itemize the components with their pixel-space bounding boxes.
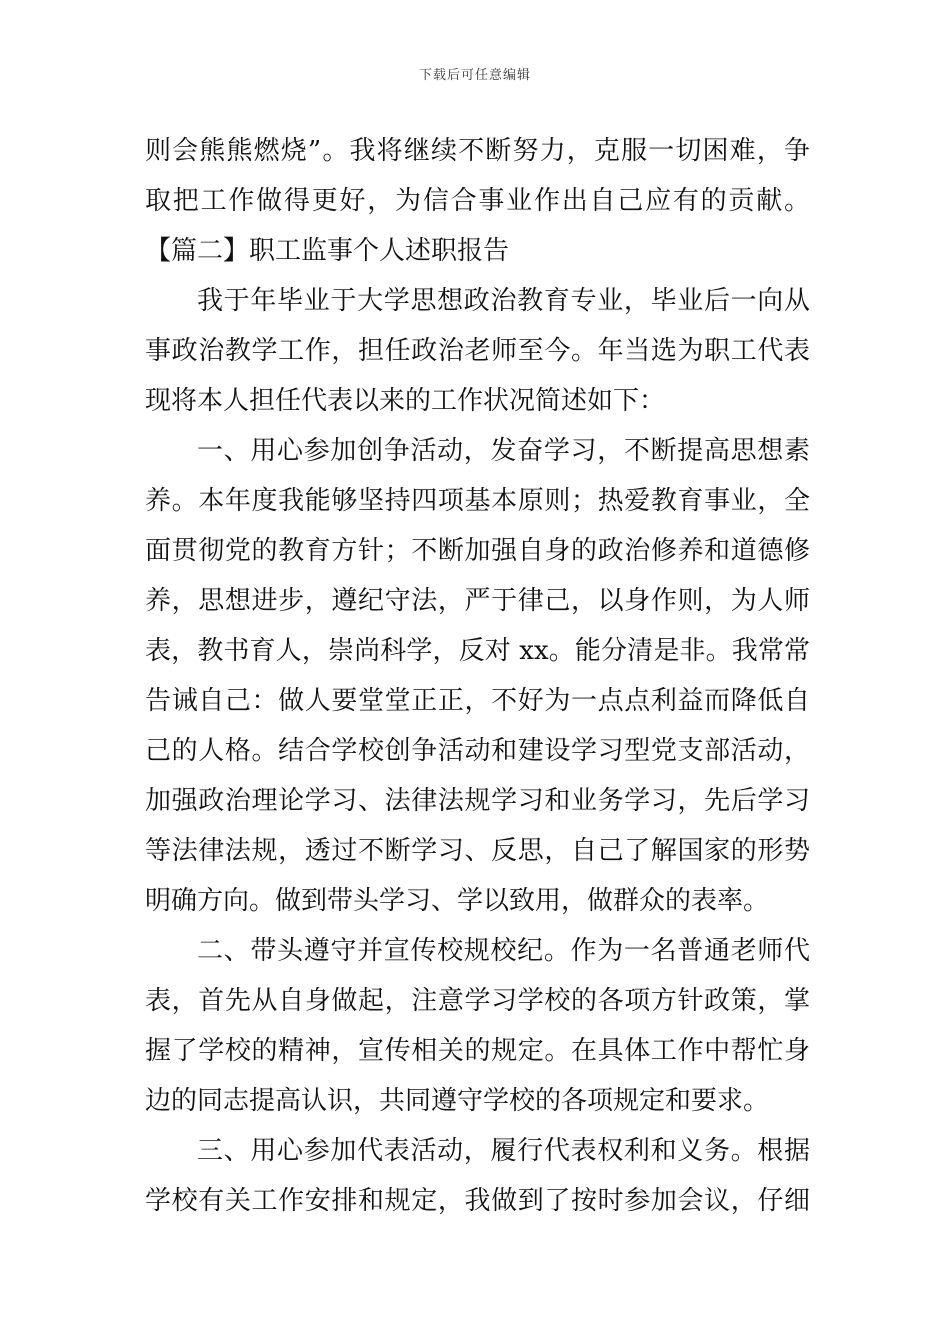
- page-header: 下载后可任意编辑: [418, 68, 531, 83]
- text-line: 学校有关工作安排和规定，我做到了按时参加会议，仔细: [145, 1186, 810, 1216]
- paragraph-first-line: 三、用心参加代表活动，履行代表权利和义务。根据: [197, 1136, 810, 1166]
- section-heading: 【篇二】职工监事个人述职报告: [145, 236, 510, 266]
- text-line: 表，首先从自身做起，注意学习学校的各项方针政策，掌: [145, 986, 810, 1016]
- paragraph-first-line: 二、带头遵守并宣传校规校纪。作为一名普通老师代: [197, 936, 810, 966]
- text-line: 握了学校的精神，宣传相关的规定。在具体工作中帮忙身: [145, 1036, 810, 1066]
- text-line: 养。本年度我能够坚持四项基本原则；热爱教育事业，全: [145, 486, 810, 516]
- text-line: 告诫自己：做人要堂堂正正，不好为一点点利益而降低自: [145, 686, 810, 716]
- text-line: 边的同志提高认识，共同遵守学校的各项规定和要求。: [145, 1086, 770, 1116]
- text-line: 则会熊熊燃烧”。我将继续不断努力，克服一切困难，争: [145, 136, 810, 166]
- text-line: 明确方向。做到带头学习、学以致用，做群众的表率。: [145, 886, 770, 916]
- paragraph-first-line: 我于年毕业于大学思想政治教育专业，毕业后一向从: [197, 286, 810, 316]
- text-line: 面贯彻党的教育方针；不断加强自身的政治修养和道德修: [145, 536, 810, 566]
- text-line: 现将本人担任代表以来的工作状况简述如下：: [145, 386, 666, 416]
- text-line: 事政治教学工作，担任政治老师至今。年当选为职工代表: [145, 336, 810, 366]
- paragraph-first-line: 一、用心参加创争活动，发奋学习，不断提高思想素: [197, 436, 810, 466]
- text-line: 表，教书育人，崇尚科学，反对 xx。能分清是非。我常常: [145, 636, 810, 666]
- text-line: 加强政治理论学习、法律法规学习和业务学习，先后学习: [145, 786, 810, 816]
- text-line: 等法律法规，透过不断学习、反思，自己了解国家的形势: [145, 836, 810, 866]
- text-line: 取把工作做得更好，为信合事业作出自己应有的贡献。: [145, 186, 810, 216]
- document-body: [145, 126, 810, 1226]
- text-line: 养，思想进步，遵纪守法，严于律己，以身作则，为人师: [145, 586, 810, 616]
- text-line: 己的人格。结合学校创争活动和建设学习型党支部活动，: [145, 736, 810, 766]
